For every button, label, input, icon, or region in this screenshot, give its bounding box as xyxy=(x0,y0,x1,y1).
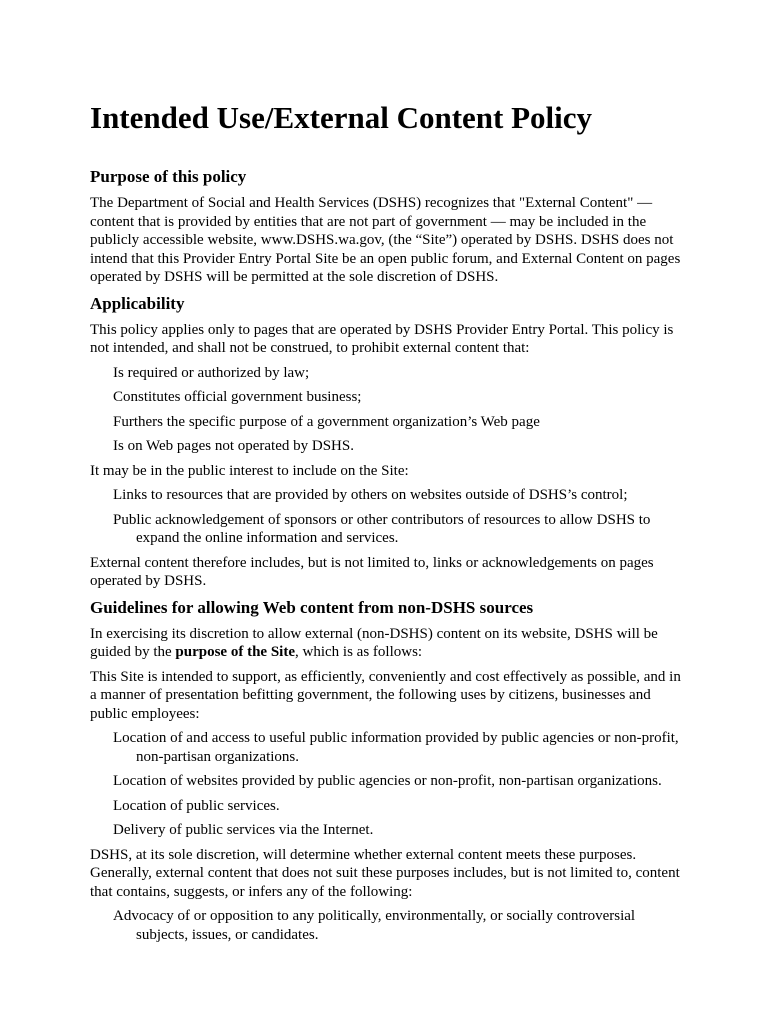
list-item: Public acknowledgement of sponsors or other contributors of resources to allow DSHS to expand the online information and services. xyxy=(113,511,651,546)
guidelines-intro-text: In exercising its discretion to allow external (non-DSHS) content on its website, DSHS will be guided by the xyxy=(90,625,658,660)
list-item: Constitutes official government business; xyxy=(113,389,362,405)
purpose-statement: This Site is intended to support, as efficiently, conveniently and cost effectively as possible, and in a manner of presentation befitting government, the following uses by citizens, businesses and public employees: xyxy=(90,668,681,722)
site-purpose-emphasis: purpose of the Site xyxy=(175,644,295,660)
public-interest-list xyxy=(90,486,688,548)
section-heading-applicability: Applicability xyxy=(90,293,185,313)
section-heading-purpose: Purpose of this policy xyxy=(90,167,247,186)
page-title: Intended Use/External Content Policy xyxy=(90,100,593,135)
list-item: Furthers the specific purpose of a government organization’s Web page xyxy=(113,413,540,430)
determination-paragraph: DSHS, at its sole discretion, will determine whether external content meets these purposes. Generally, external content that does not suit these purposes includes, but is not limited to, content that contains, suggests, or infers any of the following: xyxy=(90,846,680,900)
list-item: Advocacy of or opposition to any politically, environmentally, or socially controversial subjects, issues, or candidates. xyxy=(113,908,636,943)
list-item: Links to resources that are provided by others on websites outside of DSHS’s control; xyxy=(113,487,628,503)
list-item: Is on Web pages not operated by DSHS. xyxy=(113,438,354,454)
section-heading-guidelines: Guidelines for allowing Web content from non-DSHS sources xyxy=(90,597,534,617)
list-item: Is required or authorized by law; xyxy=(113,364,310,381)
applicability-closing: External content therefore includes, but is not limited to, links or acknowledgements on pages operated by DSHS. xyxy=(90,554,654,589)
exclusions-list xyxy=(90,907,688,944)
list-item: Delivery of public services via the Internet. xyxy=(113,822,374,838)
applicability-intro: This policy applies only to pages that are operated by DSHS Provider Entry Portal. This policy is not intended, and shall not be construed, to prohibit external content that: xyxy=(90,321,674,356)
list-item: Location of websites provided by public agencies or non-profit, non-partisan organizations. xyxy=(113,773,662,789)
applicability-list xyxy=(90,364,688,456)
guidelines-intro xyxy=(90,625,688,662)
uses-list xyxy=(90,729,688,840)
purpose-paragraph: The Department of Social and Health Services (DSHS) recognizes that "External Content" — content that is provided by entities that are not part of government — may be included in the publicly accessible website, www.DSHS.wa.gov, (the “Site”) operated by DSHS. DSHS does not intend that this Provider Entry Portal Site be an open public forum, and External Content on pages operated by DSHS will be permitted at the sole discretion of DSHS. xyxy=(90,195,681,285)
list-item: Location of public services. xyxy=(113,797,280,814)
list-item: Location of and access to useful public information provided by public agencies or non-profit, non-partisan organizations. xyxy=(113,730,679,765)
guidelines-intro-tail: , which is as follows: xyxy=(295,644,423,660)
public-interest-intro: It may be in the public interest to include on the Site: xyxy=(90,462,409,479)
